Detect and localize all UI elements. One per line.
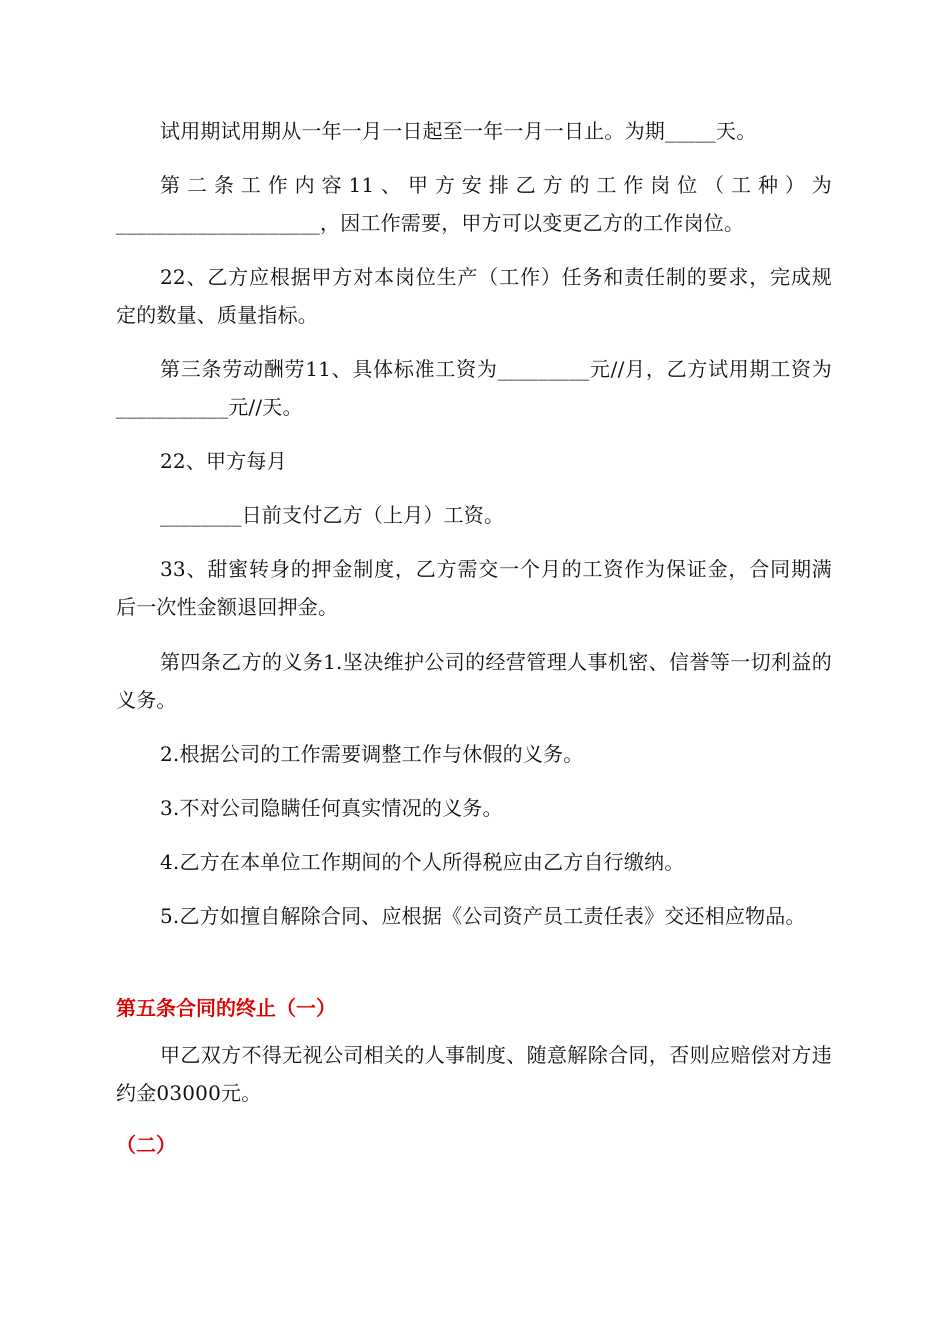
payday-paragraph: ________日前支付乙方（上月）工资。 (160, 503, 505, 527)
duty-2-paragraph: 2.根据公司的工作需要调整工作与休假的义务。 (160, 742, 584, 766)
subsection-2-heading: （二） (116, 1133, 176, 1157)
article-4-duty-1-paragraph: 第四条乙方的义务1.坚决维护公司的经营管理人事机密、信誉等一切利益的义务。 (116, 650, 832, 712)
duty-5-paragraph: 5.乙方如擅自解除合同、应根据《公司资产员工责任表》交还相应物品。 (160, 904, 806, 928)
article-2-job-content-paragraph: 第二条工作内容11、甲方安排乙方的工作岗位（工种）为____________________，因工作需要，甲方可以变更乙方的工作岗位。 (116, 173, 832, 235)
duty-4-paragraph: 4.乙方在本单位工作期间的个人所得税应由乙方自行缴纳。 (160, 850, 685, 874)
article-2-clause-2-paragraph: 22、乙方应根据甲方对本岗位生产（工作）任务和责任制的要求，完成规定的数量、质量指标。 (116, 265, 832, 327)
probation-period-paragraph: 试用期试用期从一年一月一日起至一年一月一日止。为期_____天。 (160, 119, 757, 143)
deposit-paragraph: 33、甜蜜转身的押金制度，乙方需交一个月的工资作为保证金，合同期满后一次性金额退回押金。 (116, 557, 832, 619)
article-3-clause-2-paragraph: 22、甲方每月 (160, 449, 287, 473)
section-5-heading: 第五条合同的终止（一） (116, 996, 336, 1020)
termination-penalty-paragraph: 甲乙双方不得无视公司相关的人事制度、随意解除合同，否则应赔偿对方违约金03000元。 (116, 1043, 832, 1105)
article-3-salary-paragraph: 第三条劳动酬劳11、具体标准工资为_________元//月，乙方试用期工资为___________元//天。 (116, 357, 832, 419)
duty-3-paragraph: 3.不对公司隐瞒任何真实情况的义务。 (160, 796, 503, 820)
